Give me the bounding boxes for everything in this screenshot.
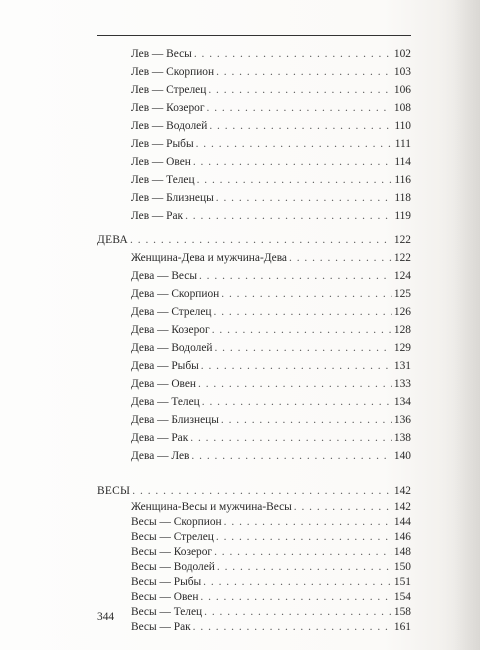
dot-leader <box>197 171 393 189</box>
toc-entry-page: 136 <box>393 414 411 426</box>
toc-entry-label: Весы — Рыбы <box>131 576 202 588</box>
toc-entry <box>131 207 411 225</box>
toc-entry-label: Весы — Стрелец <box>131 531 214 543</box>
toc-entry <box>131 63 411 81</box>
toc-entry-page: 146 <box>393 531 411 543</box>
toc-entry-label: Лев — Стрелец <box>131 84 207 96</box>
toc-entry <box>131 303 411 321</box>
dot-leader <box>198 375 392 393</box>
toc-entry-label: Лев — Овен <box>131 156 191 168</box>
dot-leader <box>214 303 392 321</box>
toc-entry-page: 144 <box>393 516 411 528</box>
toc-entry-page: 140 <box>393 450 411 462</box>
dot-leader <box>214 339 391 357</box>
toc-entry-page: 129 <box>393 342 411 354</box>
toc-entry-page: 106 <box>393 84 411 96</box>
toc-entry-label: Лев — Близнецы <box>131 192 214 204</box>
toc-entry-page: 108 <box>393 102 411 114</box>
toc-entry <box>131 249 411 267</box>
toc-entry-page: 158 <box>393 606 411 618</box>
toc-entry-label: Дева — Скорпион <box>131 288 220 300</box>
dot-leader <box>196 135 393 153</box>
dot-leader <box>191 447 391 465</box>
toc-entry <box>131 429 411 447</box>
toc-entry-label: Дева — Рак <box>131 432 189 444</box>
toc-entry-label: Лев — Водолей <box>131 120 208 132</box>
toc-entry-label: Дева — Весы <box>131 270 197 282</box>
toc-entry <box>131 171 411 189</box>
toc-entry-label: Весы — Овен <box>131 591 199 603</box>
toc-entry-page: 124 <box>393 270 411 282</box>
toc-entry-label: Весы — Рак <box>131 621 191 633</box>
toc-entry-page: 142 <box>393 501 411 513</box>
toc-entry-page: 154 <box>393 591 411 603</box>
toc-entry <box>131 135 411 153</box>
toc-entry-page: 111 <box>394 138 411 150</box>
toc-entry <box>131 393 411 411</box>
toc-section-heading <box>97 231 411 249</box>
toc-entry-label: Весы — Козерог <box>131 546 213 558</box>
toc-entry-label: Дева — Лев <box>131 450 190 462</box>
toc-entry-label: Лев — Рак <box>131 210 184 222</box>
dot-leader <box>212 321 392 339</box>
toc-entry-page: 148 <box>393 546 411 558</box>
dot-leader <box>201 357 392 375</box>
dot-leader <box>216 63 392 81</box>
toc-entry <box>131 45 411 63</box>
section-page: 122 <box>393 234 411 246</box>
toc-entry-label: Лев — Телец <box>131 174 195 186</box>
toc-entry <box>131 189 411 207</box>
dot-leader <box>207 99 392 117</box>
dot-leader <box>209 117 392 135</box>
toc-entry-page: 119 <box>394 210 411 222</box>
toc-entry-label: Лев — Весы <box>131 48 192 60</box>
section-title: ДЕВА <box>97 234 129 246</box>
toc-entry-label: Женщина-Весы и мужчина-Весы <box>131 501 292 513</box>
toc-entry-label: Дева — Водолей <box>131 342 213 354</box>
dot-leader <box>193 153 392 171</box>
dot-leader <box>289 249 392 267</box>
toc-entry <box>131 285 411 303</box>
dot-leader <box>130 231 392 249</box>
toc-entry <box>131 411 411 429</box>
toc-entry-page: 133 <box>393 378 411 390</box>
toc-entry-label: Лев — Рыбы <box>131 138 194 150</box>
toc-entry <box>131 153 411 171</box>
toc-entry-page: 131 <box>393 360 411 372</box>
toc-entry-page: 118 <box>394 192 411 204</box>
dot-leader <box>194 45 392 63</box>
dot-leader <box>193 618 392 636</box>
toc-entry-page: 150 <box>393 561 411 573</box>
dot-leader <box>202 393 392 411</box>
dot-leader <box>199 267 392 285</box>
toc-entry-label: Весы — Скорпион <box>131 516 222 528</box>
toc-entry-page: 128 <box>393 324 411 336</box>
toc-entry <box>131 117 411 135</box>
toc-entry-label: Лев — Скорпион <box>131 66 215 78</box>
toc-entry-page: 116 <box>394 174 411 186</box>
toc-entry-label: Весы — Водолей <box>131 561 215 573</box>
toc-entry <box>131 375 411 393</box>
toc-entry <box>131 81 411 99</box>
toc-entry-label: Весы — Телец <box>131 606 203 618</box>
toc-entry-page: 110 <box>394 120 411 132</box>
toc-entry <box>131 447 411 465</box>
toc-entry-page: 151 <box>393 576 411 588</box>
toc-entry <box>131 321 411 339</box>
toc-entry-page: 102 <box>393 48 411 60</box>
dot-leader <box>216 189 393 207</box>
toc-entry-label: Женщина-Дева и мужчина-Дева <box>131 252 287 264</box>
toc-entry-page: 126 <box>393 306 411 318</box>
toc-entry-page: 161 <box>393 621 411 633</box>
toc-entry <box>131 357 411 375</box>
toc-entry <box>131 267 411 285</box>
dot-leader <box>221 285 392 303</box>
section-page: 142 <box>393 485 411 497</box>
toc-entry-label: Дева — Овен <box>131 378 197 390</box>
toc-entry-label: Дева — Рыбы <box>131 360 199 372</box>
toc-entry <box>131 339 411 357</box>
toc-entry <box>131 618 411 636</box>
dot-leader <box>185 207 392 225</box>
toc-entry-page: 114 <box>394 156 411 168</box>
toc-entry-page: 138 <box>393 432 411 444</box>
toc-entry-label: Дева — Козерог <box>131 324 210 336</box>
toc-entry-page: 103 <box>393 66 411 78</box>
page-number: 344 <box>97 611 115 623</box>
dot-leader <box>221 411 392 429</box>
toc-entry-label: Дева — Стрелец <box>131 306 212 318</box>
toc-entry-label: Лев — Козерог <box>131 102 205 114</box>
toc-entry-label: Дева — Близнецы <box>131 414 219 426</box>
dot-leader <box>208 81 392 99</box>
section-title: ВЕСЫ <box>97 485 131 497</box>
dot-leader <box>190 429 392 447</box>
toc-entry-page: 122 <box>393 252 411 264</box>
toc-entry-page: 134 <box>393 396 411 408</box>
toc-entry-label: Дева — Телец <box>131 396 200 408</box>
toc-entry <box>131 99 411 117</box>
toc-entry-page: 125 <box>393 288 411 300</box>
